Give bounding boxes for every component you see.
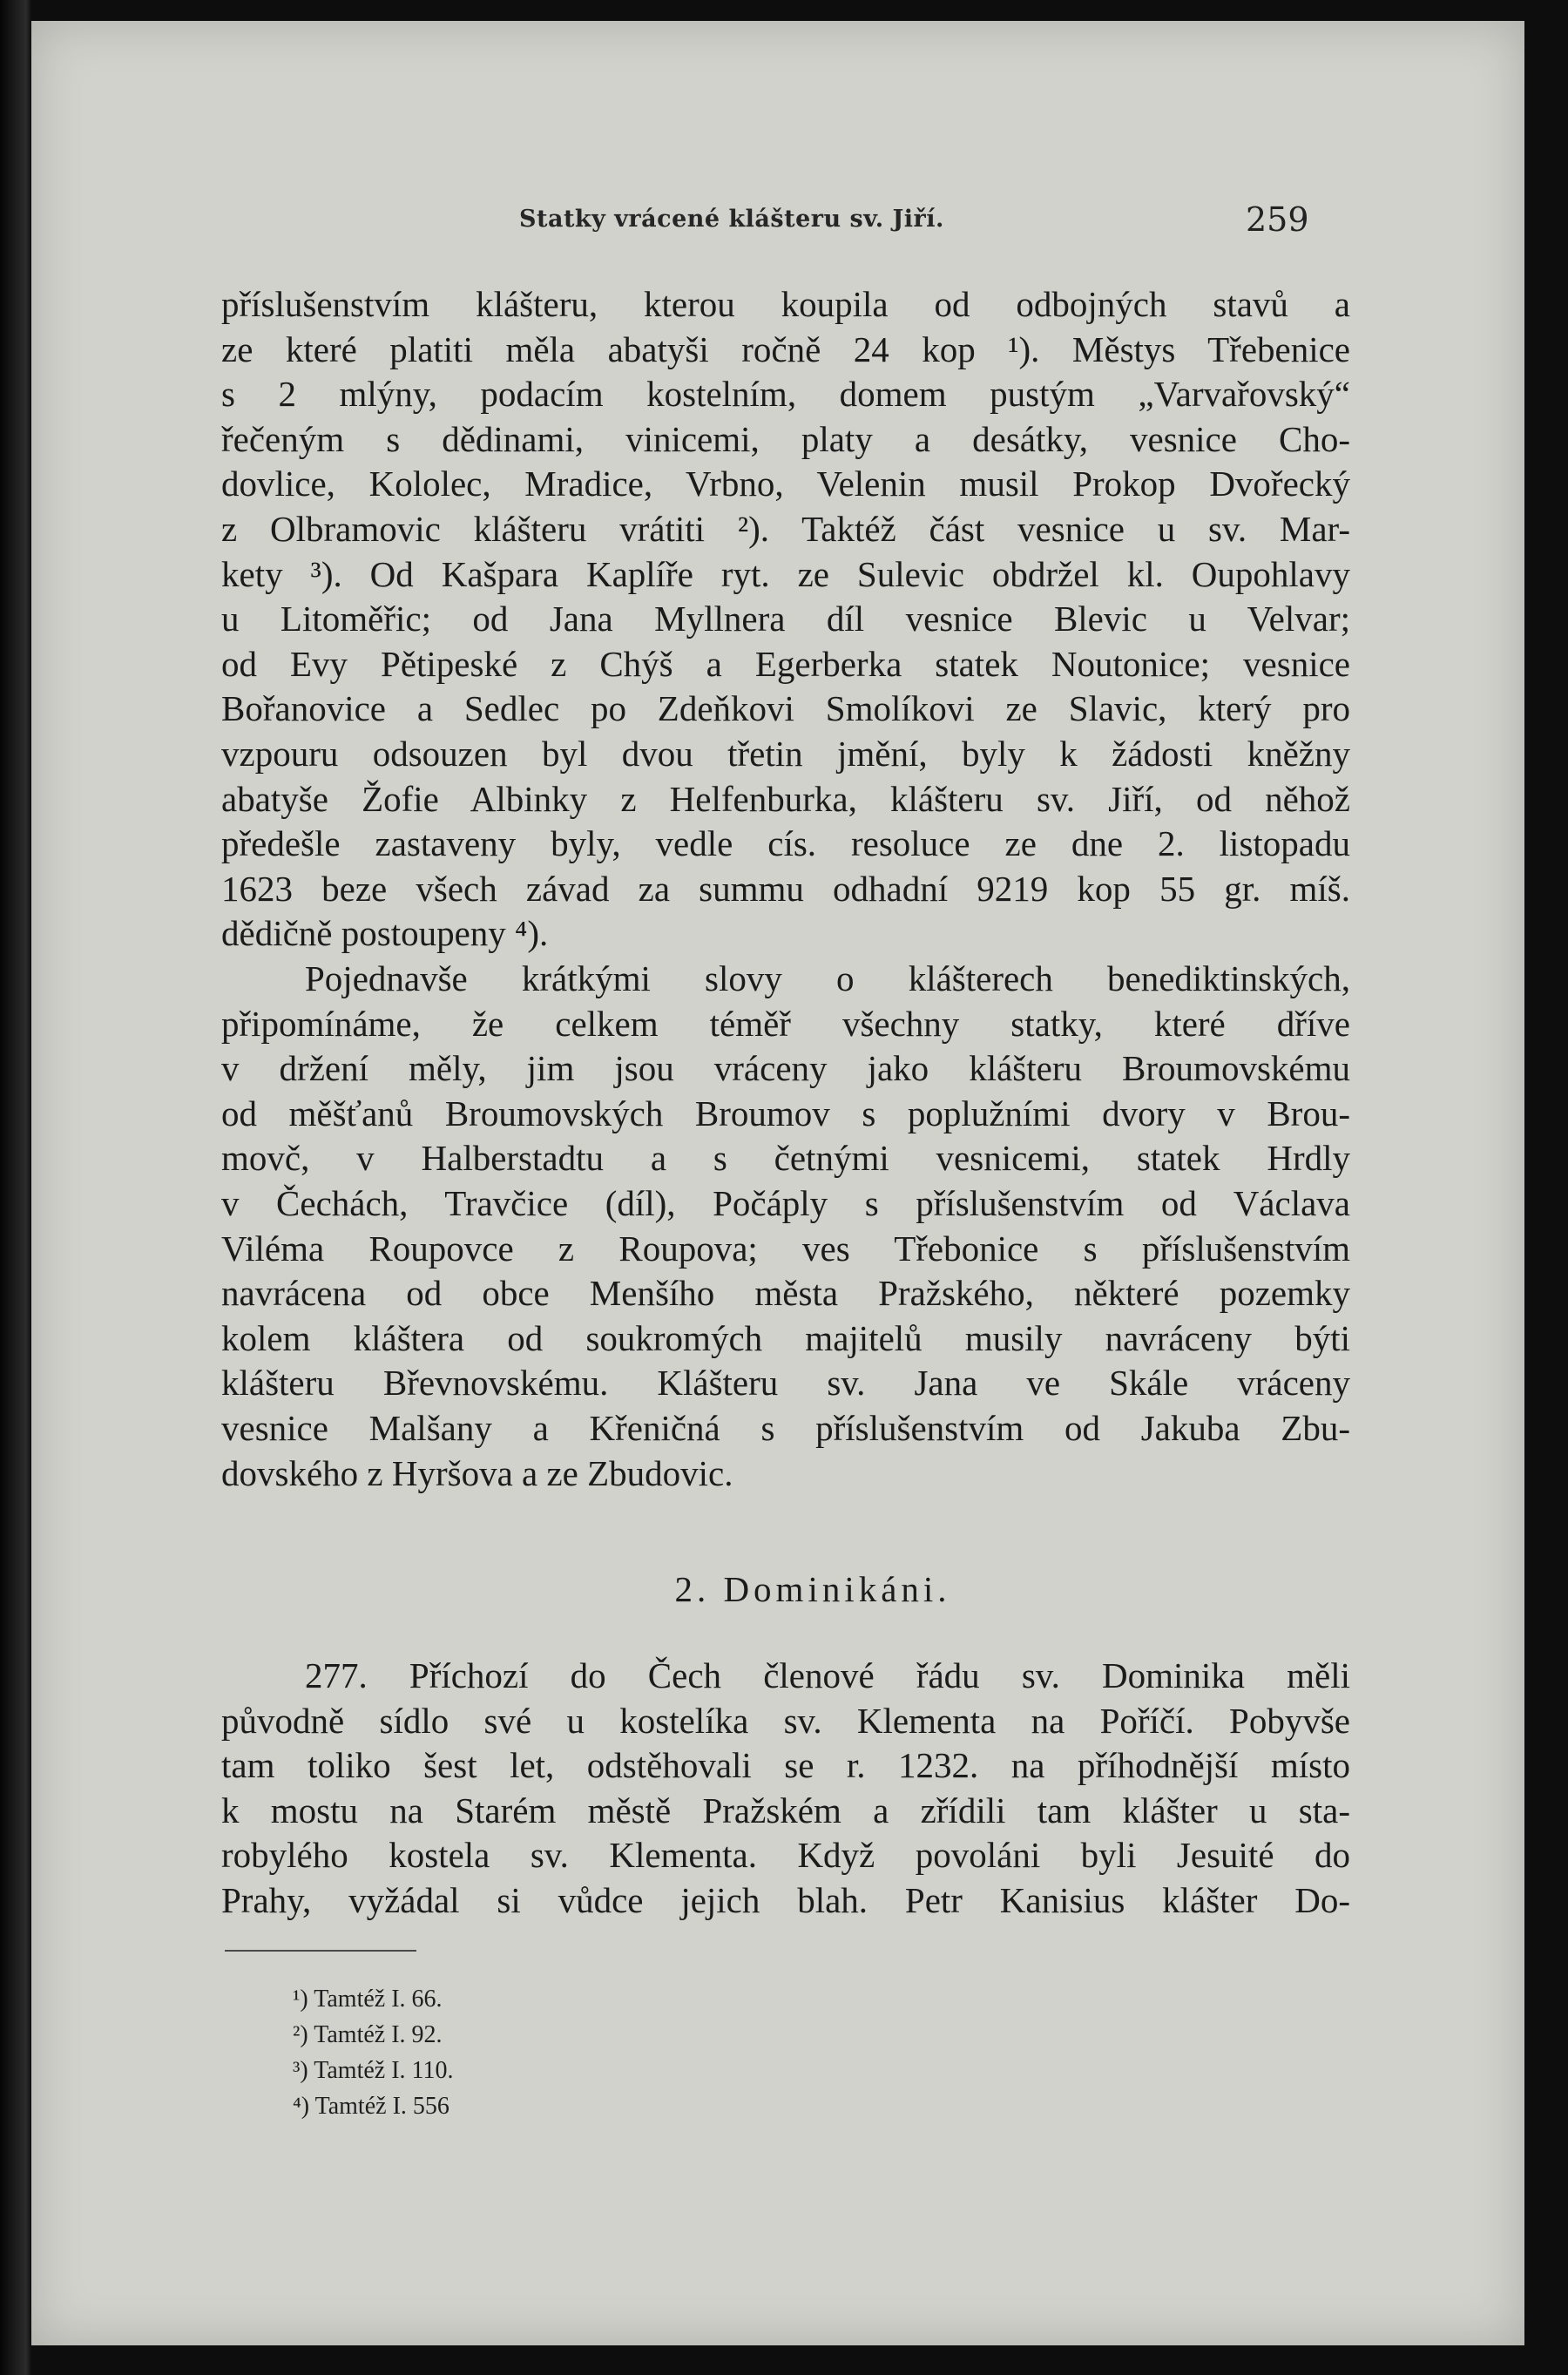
text-line: vzpouru odsouzen byl dvou třetin jmění, byly k žádosti kněžny (221, 733, 1350, 774)
footnote: ²) Tamtéž I. 92. (293, 2021, 443, 2048)
footnotes (293, 1981, 454, 2124)
text-line: s 2 mlýny, podacím kostelním, domem pustým „Varvařovský“ (221, 374, 1350, 415)
section-heading: 2. Dominikáni. (674, 1569, 951, 1609)
page-header (31, 200, 1524, 244)
text-line: tam toliko šest let, odstěhovali se r. 1232. na příhodnější místo (221, 1745, 1350, 1786)
paragraph-3 (221, 1654, 1350, 1924)
text-line: 277. Příchozí do Čech členové řádu sv. Dominika měli (305, 1655, 1350, 1695)
text-line: u Litoměřic; od Jana Myllnera díl vesnice Blevic u Velvar; (221, 599, 1350, 639)
running-head: Statky vrácené klášteru sv. Jiří. (519, 206, 944, 233)
text-line: dovlice, Kololec, Mradice, Vrbno, Velenin musil Prokop Dvořecký (221, 463, 1350, 504)
scan-edge (0, 0, 31, 2375)
text-line: od Evy Pětipeské z Chýš a Egerberka statek Noutonice; vesnice (221, 643, 1350, 684)
text-line: předešle zastaveny byly, vedle cís. resoluce ze dne 2. listopadu (221, 823, 1350, 864)
text-line: kolem kláštera od soukromých majitelů musily navráceny býti (221, 1317, 1350, 1358)
text-line: příslušenstvím klášteru, kterou koupila od odbojných stavů a (221, 284, 1350, 324)
text-line: abatyše Žofie Albinky z Helfenburka, klášteru sv. Jiří, od něhož (221, 778, 1350, 819)
footnote: ¹) Tamtéž I. 66. (293, 1986, 443, 2013)
page-number: 259 (1246, 200, 1309, 239)
text-line: Bořanovice a Sedlec po Zdeňkovi Smolíkovi ze Slavic, který pro (221, 688, 1350, 729)
text-line: původně sídlo své u kostelíka sv. Klementa na Poříčí. Pobyvše (221, 1700, 1350, 1741)
text-line: navrácena od obce Menšího města Pražského, některé pozemky (221, 1273, 1350, 1314)
text-line: 1623 beze všech závad za summu odhadní 9219 kop 55 gr. míš. (221, 868, 1350, 909)
text-line: dědičně postoupeny ⁴). (221, 913, 549, 954)
footnote-divider (225, 1950, 416, 1952)
text-line: připomínáme, že celkem téměř všechny statky, které dříve (221, 1003, 1350, 1044)
paragraph-2 (221, 957, 1350, 1496)
text-line: Viléma Roupovce z Roupova; ves Třebonice s příslušenstvím (221, 1228, 1350, 1269)
book-page (31, 21, 1524, 2345)
text-line: v držení měly, jim jsou vráceny jako klášteru Broumovskému (221, 1048, 1350, 1089)
text-line: kety ³). Od Kašpara Kaplíře ryt. ze Sulevic obdržel kl. Oupohlavy (221, 553, 1350, 594)
text-line: od měšťanů Broumovských Broumov s poplužními dvory v Brou- (221, 1093, 1350, 1133)
footnote: ⁴) Tamtéž I. 556 (293, 2093, 449, 2120)
text-line: movč, v Halberstadtu a s četnými vesnicemi, statek Hrdly (221, 1138, 1350, 1179)
text-line: dovského z Hyršova a ze Zbudovic. (221, 1452, 733, 1493)
text-line: řečeným s dědinami, vinicemi, platy a desátky, vesnice Cho- (221, 418, 1350, 459)
text-line: Pojednavše krátkými slovy o klášterech benediktinských, (305, 958, 1350, 998)
text-line: v Čechách, Travčice (díl), Počáply s příslušenstvím od Václava (221, 1182, 1350, 1223)
text-line: robylého kostela sv. Klementa. Když povoláni byli Jesuité do (221, 1835, 1350, 1876)
footnote: ³) Tamtéž I. 110. (293, 2057, 454, 2084)
text-line: k mostu na Starém městě Pražském a zřídili tam klášter u sta- (221, 1790, 1350, 1830)
text-line: vesnice Malšany a Křeničná s příslušenstvím od Jakuba Zbu- (221, 1407, 1350, 1448)
text-line: ze které platiti měla abatyši ročně 24 kop ¹). Městys Třebenice (221, 328, 1350, 369)
text-line: Prahy, vyžádal si vůdce jejich blah. Petr Kanisius klášter Do- (221, 1879, 1350, 1920)
text-line: klášteru Břevnovskému. Klášteru sv. Jana ve Skále vráceny (221, 1363, 1350, 1404)
paragraph-1 (221, 282, 1350, 957)
text-line: z Olbramovic klášteru vrátiti ²). Taktéž část vesnice u sv. Mar- (221, 508, 1350, 549)
